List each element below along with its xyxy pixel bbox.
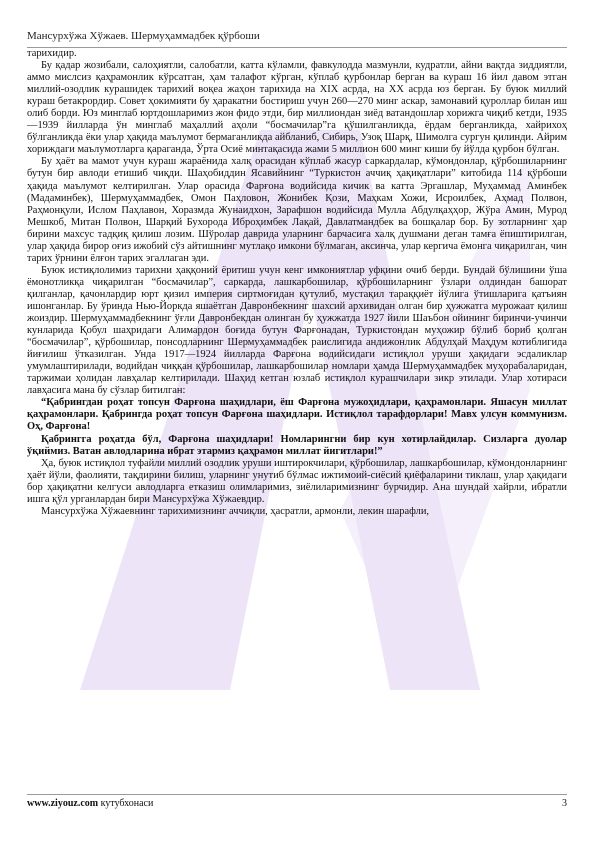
paragraph-continuation: тарихидир. [27, 48, 77, 59]
quote-paragraph: “Қабрингдан роҳат топсун Фарғона шаҳидлари, ёш Фарғона мужоҳидлари, қаҳрамонлари. Яшасун миллат қаҳрамонлари. Қабрингда роҳат топсун Фарғона шаҳидлари. Истиқлол тарафдорлари! Мавх улсун коммунизм. Оҳ, Фарғона! [27, 397, 567, 433]
page-number: 3 [562, 798, 567, 809]
footer-library-label: кутубхонаси [100, 798, 154, 809]
paragraph: Мансурхўжа Хўжаевнинг тарихимизнинг аччиқли, ҳасратли, армонли, лекин шарафли, [41, 505, 430, 517]
paragraph: Буюк истиқлолимиз тарихни ҳаққоний ёритиш учун кенг имкониятлар уфқини очиб берди. Бундай бўлишини ўша ёмонотликқа чиқарилган “босмачилар”, саркарда, лашкарбошилар, қўрбошиларнинг ўзлари олдиндан башорат қилганлар, қачонлардир юрт қизил империя сиртмоғидан қутулиб, мустақил тараққиёт йўлига ўтишларига қатъиян ишонганлар. Бу ўринда Нью-Йоркда яшаётган Давронбекнинг шахсий архивидан олган бир ҳужжатга мурожаат қилиш жоиздир. Шермуҳаммадбекнинг ўғли Давронбекдан олинган бу ҳужжатда 1927 йили Шаъбон ойининг биринчи-учинчи кунларида Қобул шаҳридаги Алимардон боғида бутун Фарғонадан, Туркистондан муҳожир бўлиб бориб қолган “босмачилар”, қўрбошилар, понсодларнинг Шермуҳаммадбек раислигида андижонлик Абдулҳай Маҳдум котиблигида йиғилиш ўтказилган. Унда 1917—1924 йилларда Фарғона водийсидаги истиқлол уруши ҳақидаги эсдаликлар умумлаштирилади, водийдан чиққан қўрбошилар, лашкарбошилар номлари ҳамда Шермуҳаммадбек муҳорабаларидан, таржимаи ҳолидан лавҳалар келтирилади. Шаҳид кетган юзлаб истиқлол курашчилари зикр этилади. Улар хотираси лавҳасига мана бу сўзлар битилган: [27, 264, 567, 397]
paragraph: Бу қадар жозибали, салоҳиятли, салобатли, катта кўламли, фавкулодда мазмунли, кудратли, айни вақтда зиддиятли, аммо мислсиз қаҳрамонлик кўрсатган, ҳам талафот кўрган, кўплаб қурбонлар берган ва кураш 16 йил давом этган миллий-озодлик курашидек тарихий воқеа жаҳон тарихида на ХІХ асрда, на ХХ асрда юз берган. Бу буюк миллий кураш бетакрордир. Совет ҳокимияти бу ҳаракатни бостириш учун 260—270 минг аскар, замонавий қуроллар билан иш олиб борди. Юз минглаб юртдошларимиз жон фидо этди, бир миллиондан зиёд ватандошлар хорижга чиқиб кетди, 1935—1939 йилларда ўн минглаб маҳаллий аҳоли “босмачилар”га қўшилганликда, ёрдам берганликда, хайрихоҳ бўлганликда ёки улар ҳақида маълумот бермаганликда айбланиб, Сибирь, Узоқ Шарқ, Шимолга сургун қилинди. Айрим хориждаги маълумотларга қараганда, Ўрта Осиё минтақасида жами 5 миллион 600 минг киши бу йўлда қурбон бўлган. [27, 60, 567, 156]
running-header: Мансурхўжа Хўжаев. Шермуҳаммадбек қўрбоши [27, 30, 260, 42]
footer-divider [27, 794, 567, 795]
page-footer [27, 798, 567, 810]
paragraph: Бу ҳаёт ва мамот учун кураш жараёнида халқ орасидан кўплаб жасур саркардалар, кўмондонлар, қўрбошиларнинг бутун бир авлоди етишиб чиқди. Шаҳобиддин Ясавийнинг “Туркистон аччиқ ҳақиқатлари” китобида 114 қўрбоши ҳақида маълумот келтирилган. Улар орасида Фарғона водийсида кичик ва катта Эргашлар, Муҳаммад Аминбек (Мадаминбек), Шермуҳаммадбек, Омон Паҳловон, Жонибек Қози, Маҳкам Хожи, Исроилбек, Аҳмад Полвон, Раҳмонқули, Ислом Паҳлавон, Хоразмда Жунаидхон, Зарафшон водийсида Мулла Абдулқаҳҳор, Жўра Амин, Мурод Мешкоб, Митан Полвон, Шарқий Бухорода Иброҳимбек Лақай, Давлатмандбек ва бошқалар бор. Бу зотларнинг ҳар бирини махсус тадқиқ қилиш лозим. Шўролар даврида уларнинг барчасига халқ душмани деган тамға ёпиштирилган, улар ҳақида бирор оғиз ижобий сўз айтишнинг мутлақо имкони бўлмаган, аксинча, улар кергича ёмонга чиқарилган, чин тарих ўрнини ёлғон тарих эгаллаган эди. [27, 156, 567, 264]
paragraph: Ҳа, буюк истиқлол туфайли миллий озодлик уруши иштирокчилари, қўрбошилар, лашкарбошилар, кўмондонларнинг ҳаёт йўли, фаолияти, тақдирини билиш, уларнинг унутиб бўлмас ижтимоий-сиёсий қиёфаларини тиклаш, улар ҳақидаги бор ҳақиқатни келгуси авлодларга етказиш олимларимиз, зиёлиларимизнинг бурчидир. Ана шундай хайрли, ибратли ишга қўл урганлардан бири Мансурхўжа Хўжаевдир. [27, 457, 567, 505]
document-body [27, 48, 567, 518]
footer-url-link[interactable]: www.ziyouz.com [27, 798, 99, 809]
quote-paragraph: Қабрингга роҳатда бўл, Фарғона шаҳидлари! Номларингни бир кун хотирлайдилар. Сизларга дуолар ўқиймиз. Ватан авлодларина ибрат этармиз қаҳрамон миллат йигитлари!” [27, 433, 567, 457]
